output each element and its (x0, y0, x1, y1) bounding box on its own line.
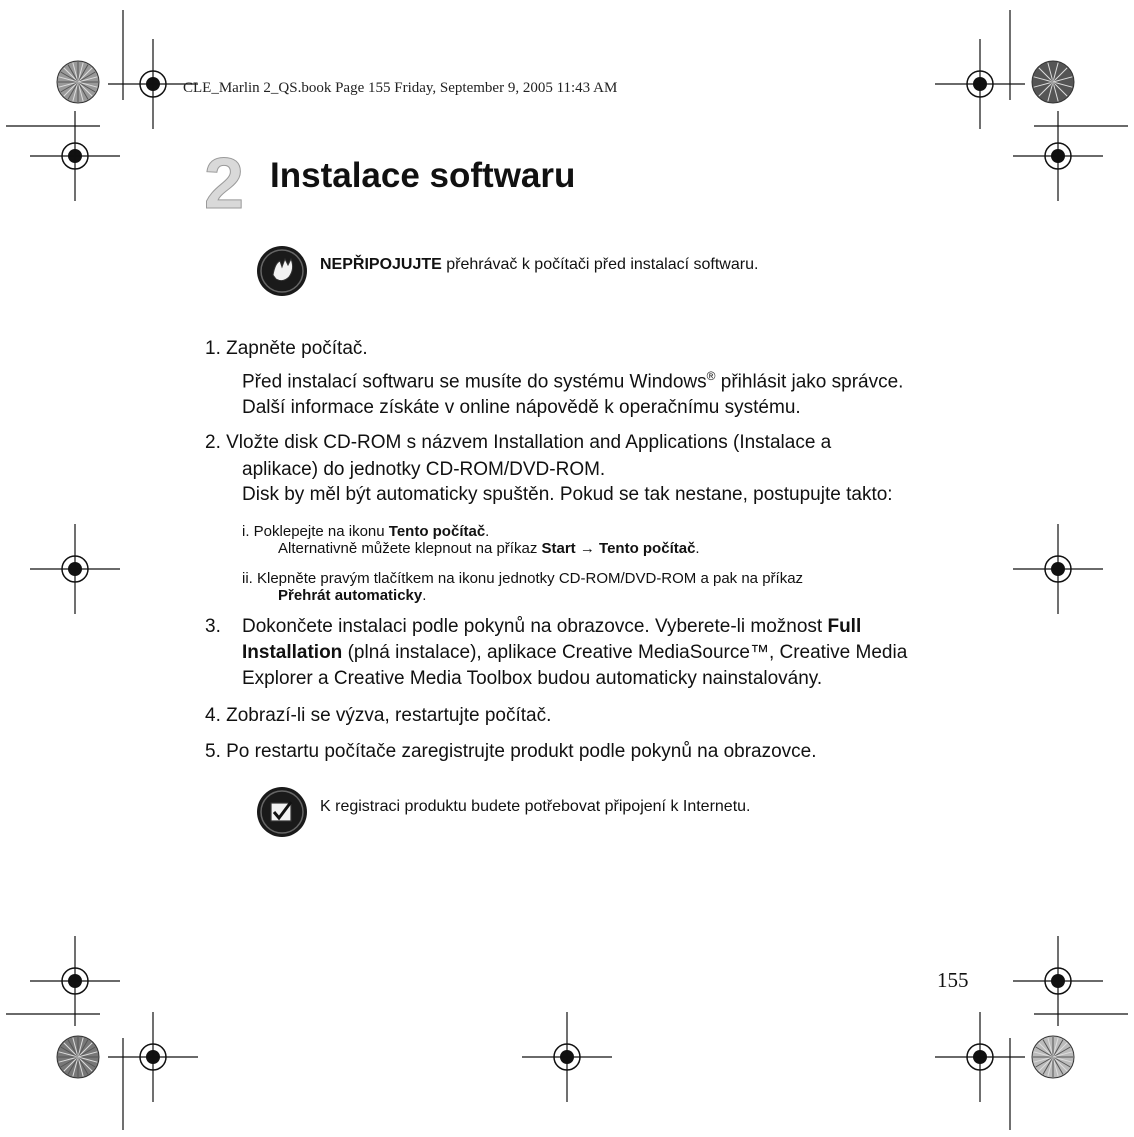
step-3-number: 3. (205, 616, 221, 637)
note-bottom: K registraci produktu budete potřebovat připojení k Internetu. (320, 798, 751, 815)
step-3-full: Full (827, 616, 862, 637)
substep-i-alt-start: Start (541, 540, 576, 557)
step-3-line-2 (242, 642, 907, 665)
note-top (320, 256, 758, 274)
substep-ii: ii. Klepněte pravým tlačítkem na ikonu jednotky CD-ROM/DVD-ROM a pak na příkaz (242, 570, 804, 587)
substep-i-bold: Tento počítač (388, 523, 486, 540)
page-title: Instalace softwaru (270, 156, 576, 195)
page-number: 155 (937, 968, 969, 992)
checkmark-note-icon (256, 786, 308, 838)
substep-i-alt-bold: Tento počítač (599, 540, 696, 557)
substep-i-text: i. Poklepejte na ikonu (242, 523, 389, 540)
step-3-line-1 (242, 616, 861, 639)
step-3-line-2-text: (plná instalace), aplikace Creative MediaSource™, Creative Media (342, 642, 908, 663)
note-top-text: přehrávač k počítači před instalací softwaru. (441, 256, 759, 273)
arrow-icon: → (575, 540, 600, 557)
step-1-detail-1b: přihlásit jako správce. (715, 371, 904, 393)
substep-i-alt-text: Alternativně můžete klepnout na příkaz (278, 540, 542, 557)
step-4: 4. Zobrazí-li se výzva, restartujte počítač. (205, 705, 552, 726)
substep-ii-period: . (422, 587, 427, 604)
substep-i (242, 523, 489, 540)
step-2-line-3: Disk by měl být automaticky spuštěn. Pokud se tak nestane, postupujte takto: (242, 484, 893, 505)
note-top-bold: NEPŘIPOJUJTE (320, 256, 442, 273)
step-1: 1. Zapněte počítač. (205, 338, 368, 359)
step-3-line-3: Explorer a Creative Media Toolbox budou automaticky nainstalovány. (242, 668, 823, 689)
step-5: 5. Po restartu počítače zaregistrujte produkt podle pokynů na obrazovce. (205, 741, 817, 762)
step-2: 2. Vložte disk CD-ROM s názvem Installation and Applications (Instalace a (205, 432, 832, 453)
step-3-installation: Installation (242, 642, 343, 663)
substep-i-alt (278, 540, 700, 557)
step-1-detail-1a: Před instalací softwaru se musíte do systému Windows (242, 371, 707, 393)
step-2-line-2: aplikace) do jednotky CD-ROM/DVD-ROM. (242, 459, 606, 480)
step-1-detail-1 (242, 369, 903, 394)
book-slug: CLE_Marlin 2_QS.book Page 155 Friday, September 9, 2005 11:43 AM (183, 80, 618, 96)
chapter-number: 2 (204, 144, 245, 224)
registered-mark: ® (706, 369, 716, 383)
substep-ii-cont (278, 587, 426, 604)
step-1-detail-2: Další informace získáte v online nápovědě k operačnímu systému. (242, 397, 801, 418)
step-3-line-1-text: Dokončete instalaci podle pokynů na obrazovce. Vyberete-li možnost (242, 616, 828, 637)
substep-i-period: . (485, 523, 490, 540)
substep-ii-bold: Přehrát automaticky (278, 587, 423, 604)
substep-i-alt-period: . (695, 540, 700, 557)
hand-warning-icon (256, 245, 308, 297)
